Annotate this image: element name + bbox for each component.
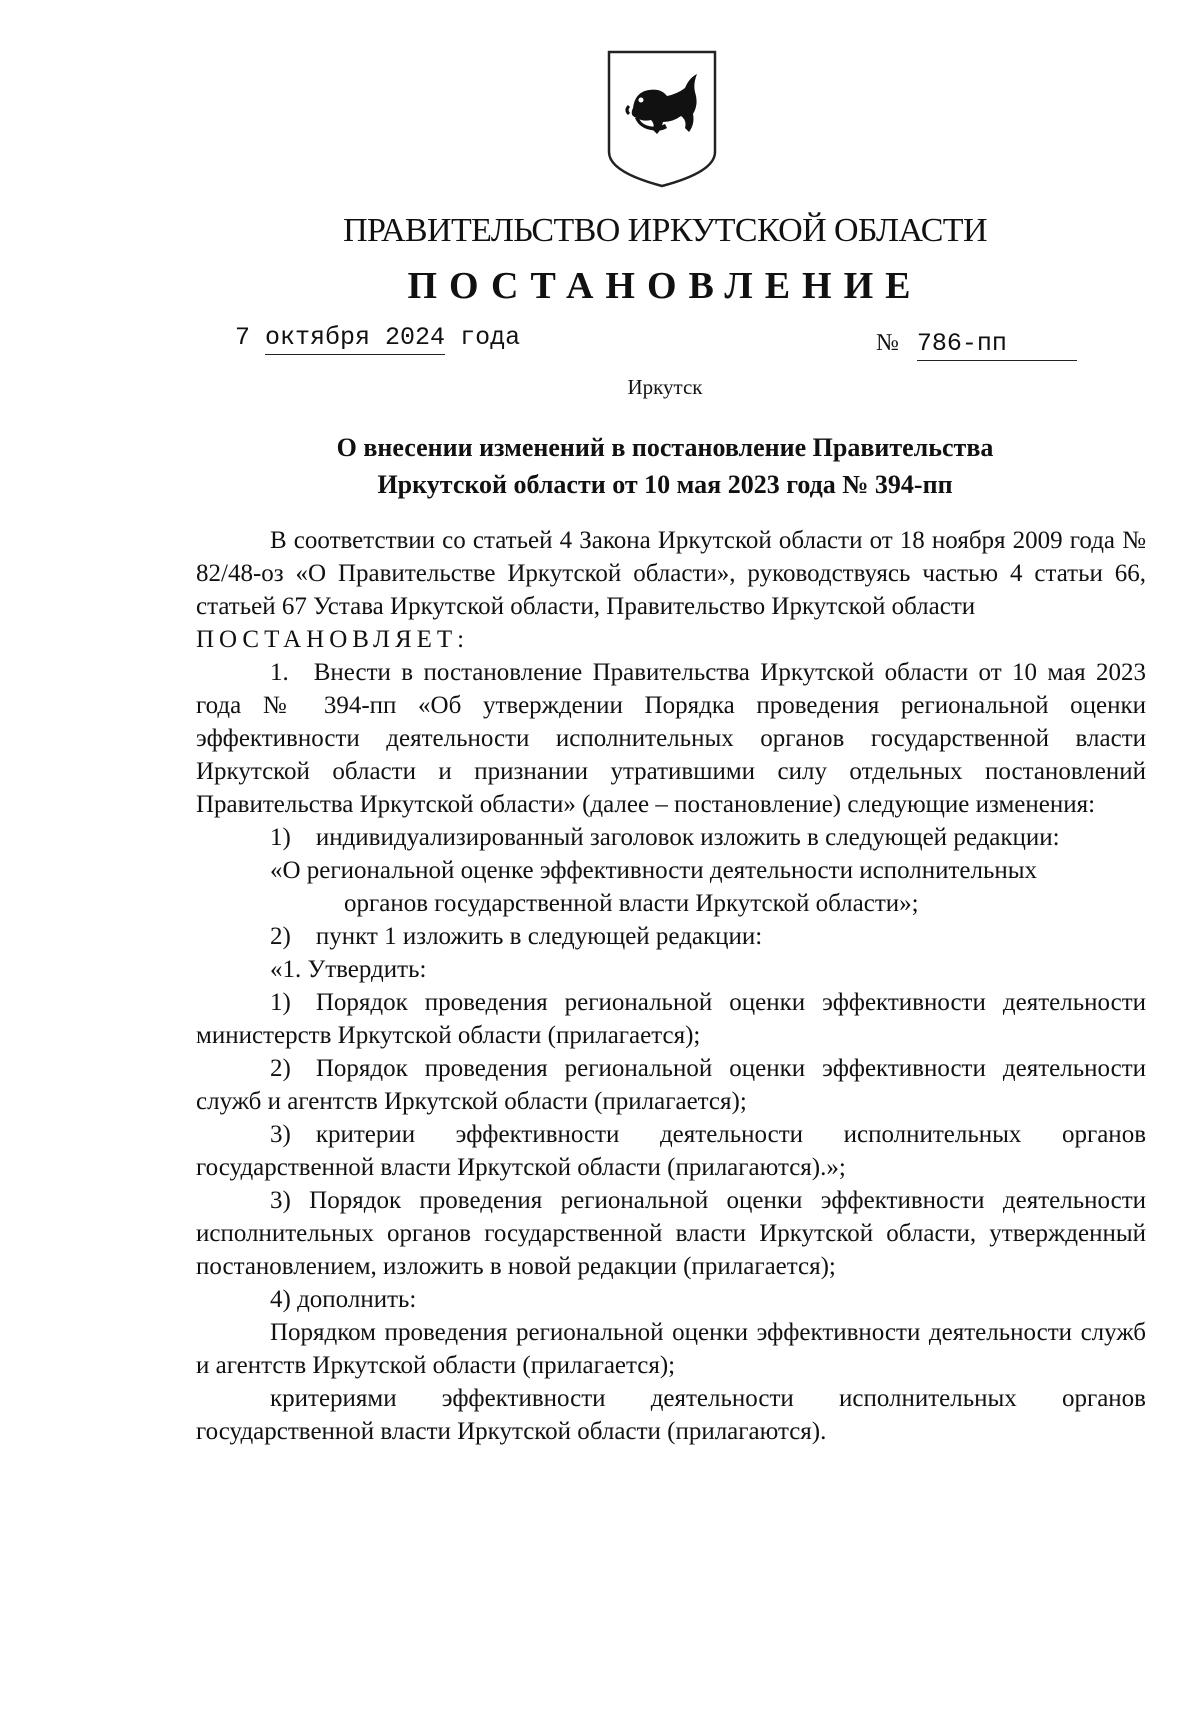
city-name: Иркутск [627, 375, 703, 399]
number-sign: № [876, 330, 899, 356]
heading-line-2: Иркутской области от 10 мая 2023 года № 394-пп [377, 470, 953, 499]
document-date [235, 323, 520, 352]
subitem-2-paragraph: 2) пункт 1 изложить в следующей редакции: [270, 923, 763, 950]
document-body [196, 524, 1146, 1448]
date-month-year: октября 2024 [265, 323, 445, 355]
quote-title-line-2: органов государственной власти Иркутской области»; [344, 890, 919, 917]
document-type: ПОСТАНОВЛЕНИЕ [407, 265, 923, 307]
quote-title-line-1: «О региональной оценке эффективности деятельности исполнительных [270, 857, 1038, 884]
government-name: ПРАВИТЕЛЬСТВО ИРКУТСКОЙ ОБЛАСТИ [343, 212, 987, 249]
date-suffix: года [460, 323, 521, 352]
subitem-1-paragraph: 1) индивидуализированный заголовок изложить в следующей редакции: [270, 824, 1060, 851]
heading-line-1: О внесении изменений в постановление Правительства [336, 433, 994, 462]
approve-item-2: 2) Порядок проведения региональной оценки эффективности деятельности служб и агентств Иркутской области (прилагается); [196, 1055, 1146, 1115]
approve-item-3: 3) критерии эффективности деятельности исполнительных органов государственной власти Иркутской области (прилагаются).»; [196, 1121, 1146, 1181]
resolves-word: ПОСТАНОВЛЯЕТ: [196, 626, 470, 653]
document-number [876, 329, 1077, 361]
addition-item-1: Порядком проведения региональной оценки эффективности деятельности служб и агентств Иркутской области (прилагается); [196, 1319, 1146, 1379]
item-1-paragraph: 1. Внести в постановление Правительства Иркутской области от 10 мая 2023 года № 394-пп «Об утверждении Порядка проведения региональной оценки эффективности деятельности исполнительных органов государственной власти Иркутской области и признании утратившими силу отдельных постановлений Правительства Иркутской области» (далее – постановление) следующие изменения: [196, 659, 1146, 818]
irkutsk-coat-of-arms-icon [605, 48, 719, 190]
subitem-4-paragraph: 4) дополнить: [270, 1286, 417, 1313]
document-heading [0, 429, 1200, 503]
approve-item-1: 1) Порядок проведения региональной оценки эффективности деятельности министерств Иркутской области (прилагается); [196, 989, 1146, 1049]
approve-heading: «1. Утвердить: [270, 956, 427, 983]
subitem-3-paragraph: 3) Порядок проведения региональной оценки эффективности деятельности исполнительных органов государственной власти Иркутской области, утвержденный постановлением, изложить в новой редакции (прилагается); [196, 1187, 1146, 1280]
date-day: 7 [235, 323, 251, 352]
preamble-paragraph: В соответствии со статьей 4 Закона Иркутской области от 18 ноября 2009 года № 82/48-оз «О Правительстве Иркутской области», руководствуясь частью 4 статьи 66, статьей 67 Устава Иркутской области, Правительство Иркутской области [196, 527, 1146, 620]
number-value: 786-пп [917, 329, 1077, 361]
addition-item-2: критериями эффективности деятельности исполнительных органов государственной власти Иркутской области (прилагаются). [196, 1385, 1146, 1445]
